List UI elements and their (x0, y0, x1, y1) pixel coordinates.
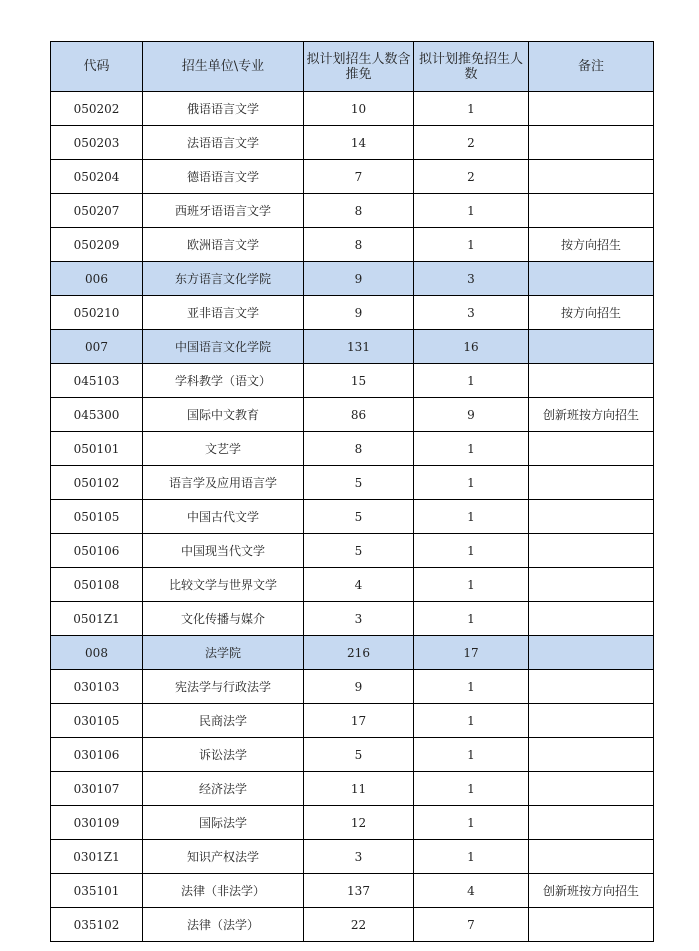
unit-major-cell: 经济法学 (143, 772, 304, 806)
table-row (51, 568, 654, 602)
unit-major-cell: 法学院 (143, 636, 304, 670)
unit-major-cell: 法语语言文学 (143, 126, 304, 160)
planned-exempt-cell: 17 (414, 636, 529, 670)
planned-exempt-cell: 7 (414, 908, 529, 942)
planned-exempt-cell: 1 (414, 228, 529, 262)
code-cell: 035102 (51, 908, 143, 942)
unit-major-cell: 法律（法学） (143, 908, 304, 942)
table-row (51, 92, 654, 126)
table-row (51, 500, 654, 534)
table-body (51, 92, 654, 942)
code-cell: 008 (51, 636, 143, 670)
planned-exempt-cell: 1 (414, 772, 529, 806)
planned-enrollment-cell: 3 (304, 840, 414, 874)
planned-enrollment-cell: 137 (304, 874, 414, 908)
planned-enrollment-cell: 10 (304, 92, 414, 126)
code-cell: 006 (51, 262, 143, 296)
table-row (51, 738, 654, 772)
notes-cell (529, 500, 654, 534)
code-cell: 0301Z1 (51, 840, 143, 874)
code-cell: 045300 (51, 398, 143, 432)
notes-cell (529, 568, 654, 602)
unit-major-cell: 国际法学 (143, 806, 304, 840)
code-cell: 050105 (51, 500, 143, 534)
planned-enrollment-cell: 86 (304, 398, 414, 432)
unit-major-cell: 中国古代文学 (143, 500, 304, 534)
planned-exempt-cell: 2 (414, 126, 529, 160)
notes-cell (529, 534, 654, 568)
planned-enrollment-cell: 9 (304, 670, 414, 704)
code-cell: 030105 (51, 704, 143, 738)
planned-exempt-cell: 16 (414, 330, 529, 364)
planned-enrollment-cell: 5 (304, 500, 414, 534)
unit-major-cell: 亚非语言文学 (143, 296, 304, 330)
table-row (51, 806, 654, 840)
header-code: 代码 (51, 42, 143, 92)
unit-major-cell: 东方语言文化学院 (143, 262, 304, 296)
header-notes: 备注 (529, 42, 654, 92)
planned-enrollment-cell: 131 (304, 330, 414, 364)
unit-major-cell: 欧洲语言文学 (143, 228, 304, 262)
planned-enrollment-cell: 9 (304, 262, 414, 296)
table-row (51, 602, 654, 636)
planned-enrollment-cell: 216 (304, 636, 414, 670)
planned-enrollment-cell: 8 (304, 432, 414, 466)
table-row (51, 126, 654, 160)
unit-major-cell: 语言学及应用语言学 (143, 466, 304, 500)
planned-exempt-cell: 9 (414, 398, 529, 432)
planned-exempt-cell: 1 (414, 194, 529, 228)
notes-cell (529, 92, 654, 126)
planned-exempt-cell: 1 (414, 500, 529, 534)
code-cell: 007 (51, 330, 143, 364)
unit-major-cell: 文化传播与媒介 (143, 602, 304, 636)
planned-enrollment-cell: 3 (304, 602, 414, 636)
table-row (51, 772, 654, 806)
planned-exempt-cell: 1 (414, 92, 529, 126)
table-header-row (51, 42, 654, 92)
code-cell: 050204 (51, 160, 143, 194)
planned-exempt-cell: 4 (414, 874, 529, 908)
planned-exempt-cell: 1 (414, 364, 529, 398)
header-unit-major: 招生单位\专业 (143, 42, 304, 92)
planned-exempt-cell: 1 (414, 534, 529, 568)
planned-enrollment-cell: 7 (304, 160, 414, 194)
notes-cell (529, 194, 654, 228)
planned-enrollment-cell: 5 (304, 738, 414, 772)
table-row (51, 670, 654, 704)
notes-cell (529, 908, 654, 942)
planned-enrollment-cell: 17 (304, 704, 414, 738)
enrollment-plan-table (50, 41, 654, 942)
unit-major-cell: 德语语言文学 (143, 160, 304, 194)
code-cell: 050102 (51, 466, 143, 500)
planned-enrollment-cell: 8 (304, 228, 414, 262)
unit-major-cell: 民商法学 (143, 704, 304, 738)
table-row (51, 466, 654, 500)
notes-cell (529, 772, 654, 806)
unit-major-cell: 中国现当代文学 (143, 534, 304, 568)
unit-major-cell: 中国语言文化学院 (143, 330, 304, 364)
planned-exempt-cell: 1 (414, 738, 529, 772)
unit-major-cell: 国际中文教育 (143, 398, 304, 432)
unit-major-cell: 西班牙语语言文学 (143, 194, 304, 228)
table-row (51, 704, 654, 738)
code-cell: 050203 (51, 126, 143, 160)
notes-cell (529, 738, 654, 772)
planned-enrollment-cell: 4 (304, 568, 414, 602)
planned-exempt-cell: 3 (414, 262, 529, 296)
notes-cell (529, 126, 654, 160)
table-row (51, 534, 654, 568)
planned-exempt-cell: 1 (414, 840, 529, 874)
unit-major-cell: 文艺学 (143, 432, 304, 466)
notes-cell (529, 160, 654, 194)
code-cell: 030107 (51, 772, 143, 806)
planned-enrollment-cell: 14 (304, 126, 414, 160)
unit-major-cell: 比较文学与世界文学 (143, 568, 304, 602)
code-cell: 035101 (51, 874, 143, 908)
planned-enrollment-cell: 8 (304, 194, 414, 228)
planned-enrollment-cell: 5 (304, 466, 414, 500)
code-cell: 050209 (51, 228, 143, 262)
notes-cell: 按方向招生 (529, 228, 654, 262)
notes-cell (529, 670, 654, 704)
planned-exempt-cell: 1 (414, 602, 529, 636)
planned-enrollment-cell: 15 (304, 364, 414, 398)
planned-enrollment-cell: 9 (304, 296, 414, 330)
code-cell: 050202 (51, 92, 143, 126)
notes-cell (529, 636, 654, 670)
notes-cell (529, 840, 654, 874)
table-row (51, 874, 654, 908)
unit-major-cell: 学科教学（语文） (143, 364, 304, 398)
unit-major-cell: 法律（非法学） (143, 874, 304, 908)
header-planned-enrollment: 拟计划招生人数含推免 (304, 42, 414, 92)
notes-cell: 创新班按方向招生 (529, 398, 654, 432)
table-row (51, 364, 654, 398)
notes-cell: 按方向招生 (529, 296, 654, 330)
notes-cell (529, 466, 654, 500)
planned-enrollment-cell: 22 (304, 908, 414, 942)
table-row (51, 194, 654, 228)
planned-exempt-cell: 1 (414, 670, 529, 704)
notes-cell (529, 330, 654, 364)
code-cell: 030103 (51, 670, 143, 704)
unit-major-cell: 宪法学与行政法学 (143, 670, 304, 704)
planned-exempt-cell: 1 (414, 432, 529, 466)
code-cell: 045103 (51, 364, 143, 398)
code-cell: 030109 (51, 806, 143, 840)
planned-exempt-cell: 1 (414, 568, 529, 602)
planned-exempt-cell: 1 (414, 704, 529, 738)
planned-exempt-cell: 1 (414, 806, 529, 840)
unit-major-cell: 诉讼法学 (143, 738, 304, 772)
planned-exempt-cell: 2 (414, 160, 529, 194)
notes-cell (529, 704, 654, 738)
code-cell: 050210 (51, 296, 143, 330)
unit-row (51, 330, 654, 364)
table-row (51, 840, 654, 874)
code-cell: 0501Z1 (51, 602, 143, 636)
unit-row (51, 262, 654, 296)
notes-cell (529, 806, 654, 840)
notes-cell (529, 262, 654, 296)
planned-enrollment-cell: 12 (304, 806, 414, 840)
table-row (51, 432, 654, 466)
notes-cell (529, 364, 654, 398)
notes-cell: 创新班按方向招生 (529, 874, 654, 908)
notes-cell (529, 602, 654, 636)
code-cell: 050207 (51, 194, 143, 228)
table-row (51, 296, 654, 330)
code-cell: 050108 (51, 568, 143, 602)
planned-enrollment-cell: 11 (304, 772, 414, 806)
table-row (51, 228, 654, 262)
table-row (51, 908, 654, 942)
code-cell: 030106 (51, 738, 143, 772)
table-row (51, 398, 654, 432)
unit-major-cell: 俄语语言文学 (143, 92, 304, 126)
planned-enrollment-cell: 5 (304, 534, 414, 568)
unit-major-cell: 知识产权法学 (143, 840, 304, 874)
table-row (51, 160, 654, 194)
planned-exempt-cell: 3 (414, 296, 529, 330)
code-cell: 050106 (51, 534, 143, 568)
unit-row (51, 636, 654, 670)
notes-cell (529, 432, 654, 466)
header-planned-exempt: 拟计划推免招生人数 (414, 42, 529, 92)
planned-exempt-cell: 1 (414, 466, 529, 500)
code-cell: 050101 (51, 432, 143, 466)
